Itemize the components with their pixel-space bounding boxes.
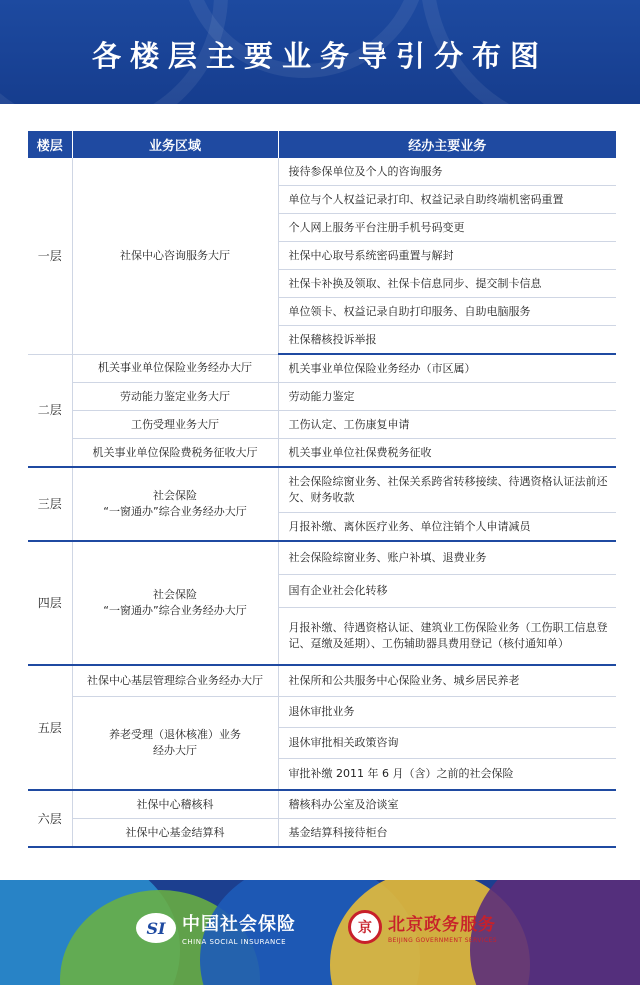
area-label [72, 467, 278, 541]
table-row [28, 354, 616, 383]
area-label-line: 经办大厅 [153, 744, 197, 757]
area-label: 社保中心基层管理综合业务经办大厅 [72, 665, 278, 697]
service-item: 社会保险综窗业务、账户补填、退费业务 [278, 541, 616, 575]
area-label: 社保中心稽核科 [72, 790, 278, 819]
area-label: 社保中心咨询服务大厅 [72, 158, 278, 354]
floor-label: 五层 [28, 665, 72, 790]
page-footer [0, 880, 640, 985]
area-label: 劳动能力鉴定业务大厅 [72, 383, 278, 411]
beijing-seal-icon: 京 [348, 910, 382, 944]
table-row [28, 697, 616, 728]
guide-table-container [28, 131, 616, 848]
floor-label: 四层 [28, 541, 72, 665]
logo2-en-text: BEIJING GOVERNMENT SERVICES [388, 937, 498, 944]
service-item: 基金结算科接待柜台 [278, 819, 616, 848]
service-item: 社保卡补换及领取、社保卡信息同步、提交制卡信息 [278, 270, 616, 298]
beijing-government-services-logo [348, 910, 497, 944]
logo1-cn-text: 中国社会保险 [182, 914, 296, 935]
service-item: 机关事业单位保险业务经办（市区属） [278, 354, 616, 383]
table-row [28, 541, 616, 575]
china-social-insurance-logo [136, 910, 296, 946]
table-row [28, 383, 616, 411]
area-label-line: 社会保险 [153, 588, 197, 601]
table-row [28, 411, 616, 439]
service-item: 机关事业单位社保费税务征收 [278, 439, 616, 468]
service-item: 社保所和公共服务中心保险业务、城乡居民养老 [278, 665, 616, 697]
area-label: 工伤受理业务大厅 [72, 411, 278, 439]
service-item: 月报补缴、离休医疗业务、单位注销个人申请减员 [278, 513, 616, 542]
table-row [28, 819, 616, 848]
service-item: 个人网上服务平台注册手机号码变更 [278, 214, 616, 242]
service-item: 单位领卡、权益记录自助打印服务、自助电脑服务 [278, 298, 616, 326]
area-label-line: “一窗通办”综合业务经办大厅 [103, 604, 247, 617]
si-logo-icon: SI [136, 913, 176, 943]
service-item: 单位与个人权益记录打印、权益记录自助终端机密码重置 [278, 186, 616, 214]
area-label-line: 养老受理（退休核准）业务 [109, 728, 241, 741]
service-item: 社保中心取号系统密码重置与解封 [278, 242, 616, 270]
header-floor: 楼层 [28, 131, 72, 158]
area-label [72, 541, 278, 665]
floor-label: 三层 [28, 467, 72, 541]
service-item: 社保稽核投诉举报 [278, 326, 616, 355]
service-item: 退休审批相关政策咨询 [278, 728, 616, 759]
floor-label: 一层 [28, 158, 72, 354]
header-area: 业务区域 [72, 131, 278, 158]
area-label [72, 697, 278, 791]
page-title: 各楼层主要业务导引分布图 [91, 39, 548, 73]
guide-table [28, 131, 616, 848]
logo2-cn-text: 北京政务服务 [388, 915, 496, 935]
area-label: 社保中心基金结算科 [72, 819, 278, 848]
table-row [28, 158, 616, 186]
service-item: 稽核科办公室及洽谈室 [278, 790, 616, 819]
service-item: 退休审批业务 [278, 697, 616, 728]
table-row [28, 467, 616, 513]
service-item: 工伤认定、工伤康复申请 [278, 411, 616, 439]
logo1-en-text: CHINA SOCIAL INSURANCE [182, 938, 287, 946]
floor-label: 六层 [28, 790, 72, 847]
floor-label: 二层 [28, 354, 72, 467]
area-label-line: “一窗通办”综合业务经办大厅 [103, 505, 247, 518]
service-item: 社会保险综窗业务、社保关系跨省转移接续、待遇资格认证法前还欠、财务收款 [278, 467, 616, 513]
service-item: 审批补缴 2011 年 6 月（含）之前的社会保险 [278, 759, 616, 791]
service-item: 国有企业社会化转移 [278, 575, 616, 608]
service-item: 月报补缴、待遇资格认证、建筑业工伤保险业务（工伤职工信息登记、趸缴及延期）、工伤辅助器具费用登记（核付通知单） [278, 608, 616, 666]
table-header-row [28, 131, 616, 158]
table-row [28, 665, 616, 697]
area-label-line: 社会保险 [153, 489, 197, 502]
area-label: 机关事业单位保险费税务征收大厅 [72, 439, 278, 468]
area-label: 机关事业单位保险业务经办大厅 [72, 354, 278, 383]
service-item: 接待参保单位及个人的咨询服务 [278, 158, 616, 186]
page-header [0, 0, 640, 104]
table-row [28, 790, 616, 819]
header-service: 经办主要业务 [278, 131, 616, 158]
table-row [28, 439, 616, 468]
service-item: 劳动能力鉴定 [278, 383, 616, 411]
